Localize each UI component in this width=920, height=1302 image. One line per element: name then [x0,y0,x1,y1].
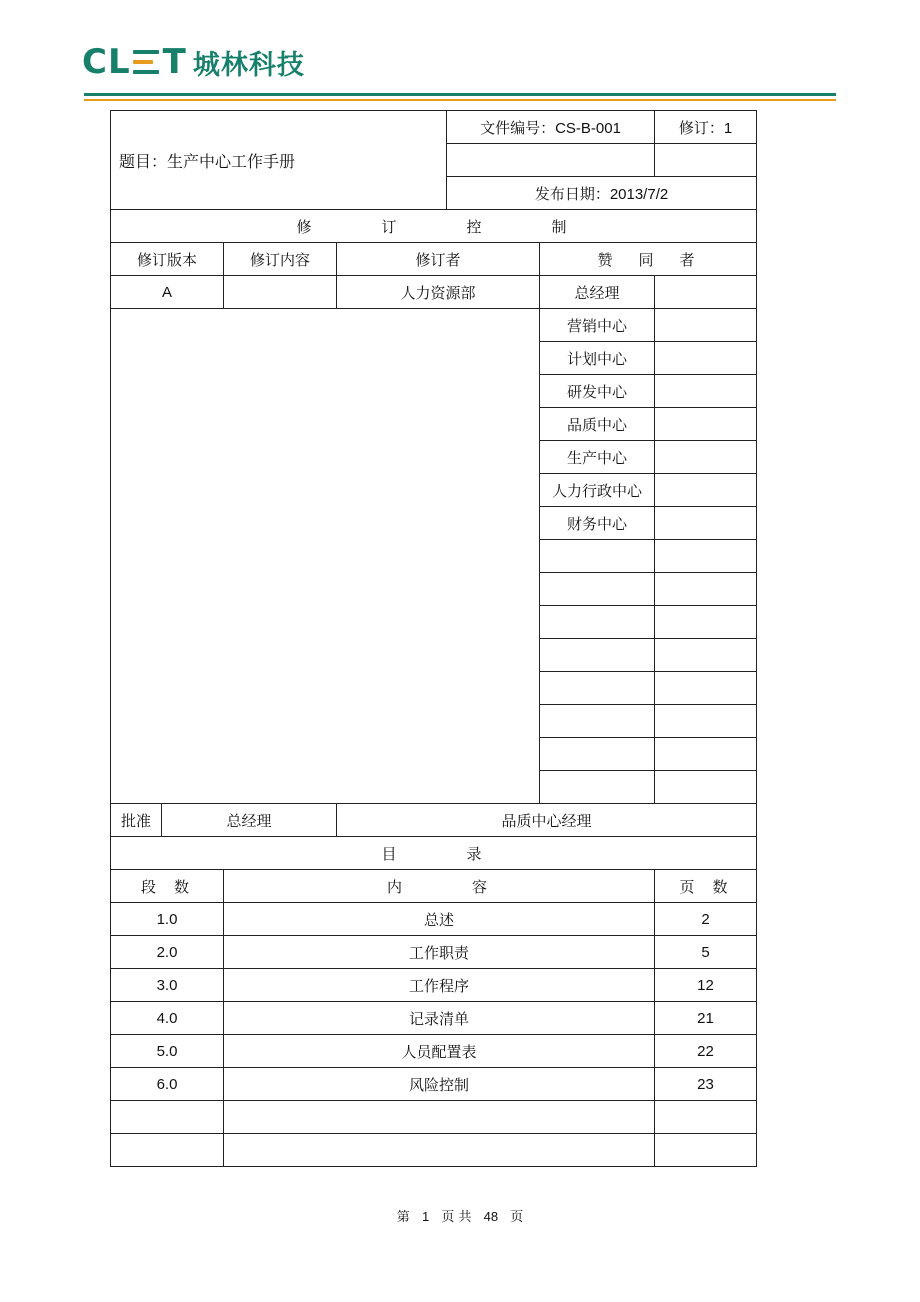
header-version: 修订版本 [111,243,224,276]
approval-approver: 总经理 [162,804,337,837]
logo-chinese-name: 城林科技 [192,49,305,81]
document-control-table [110,110,757,1167]
header-rule-orange [84,99,836,101]
toc-row[interactable]: 3.0 工作程序 12 [111,969,757,1002]
toc-row[interactable]: 6.0 风险控制 23 [111,1068,757,1101]
approver-6: 人力行政中心 [540,474,655,507]
logo-mark: CL T [82,42,187,82]
approver-3: 研发中心 [540,375,655,408]
revision-control-heading: 修订控制 [111,210,757,243]
total-pages: 48 [483,1209,499,1224]
header-reviser: 修订者 [337,243,540,276]
toc-row[interactable]: 5.0 人员配置表 22 [111,1035,757,1068]
current-page: 1 [421,1209,430,1224]
approver-7: 财务中心 [540,507,655,540]
approver-1: 营销中心 [540,309,655,342]
toc-header-section: 段数 [111,870,224,903]
toc-row-empty [111,1134,757,1167]
approver-2: 计划中心 [540,342,655,375]
toc-row-empty [111,1101,757,1134]
revision-reviser: 人力资源部 [337,276,540,309]
approval-label: 批准 [111,804,162,837]
approver-0: 总经理 [540,276,655,309]
approval-quality: 品质中心经理 [337,804,757,837]
doc-title: 题目：生产中心工作手册 [111,111,447,210]
file-number: 文件编号：CS-B-001 [447,111,655,144]
toc-heading: 目录 [111,837,757,870]
approver-4: 品质中心 [540,408,655,441]
page-footer: 第 1 页 共 48 页 [396,1209,524,1225]
toc-header-content: 内容 [224,870,655,903]
header-content: 修订内容 [224,243,337,276]
toc-row[interactable]: 2.0 工作职责 5 [111,936,757,969]
toc-header-page: 页数 [655,870,757,903]
company-logo [82,44,305,80]
revision-version: A [111,276,224,309]
logo-e-bars [133,50,159,74]
toc-row[interactable]: 1.0 总述 2 [111,903,757,936]
revision-number: 修订：1 [655,111,757,144]
header-rule-green [84,93,836,96]
header-approvers: 赞同者 [540,243,757,276]
release-date: 发布日期：2013/7/2 [447,177,757,210]
revision-details-area [111,309,540,804]
toc-row[interactable]: 4.0 记录清单 21 [111,1002,757,1035]
approver-5: 生产中心 [540,441,655,474]
